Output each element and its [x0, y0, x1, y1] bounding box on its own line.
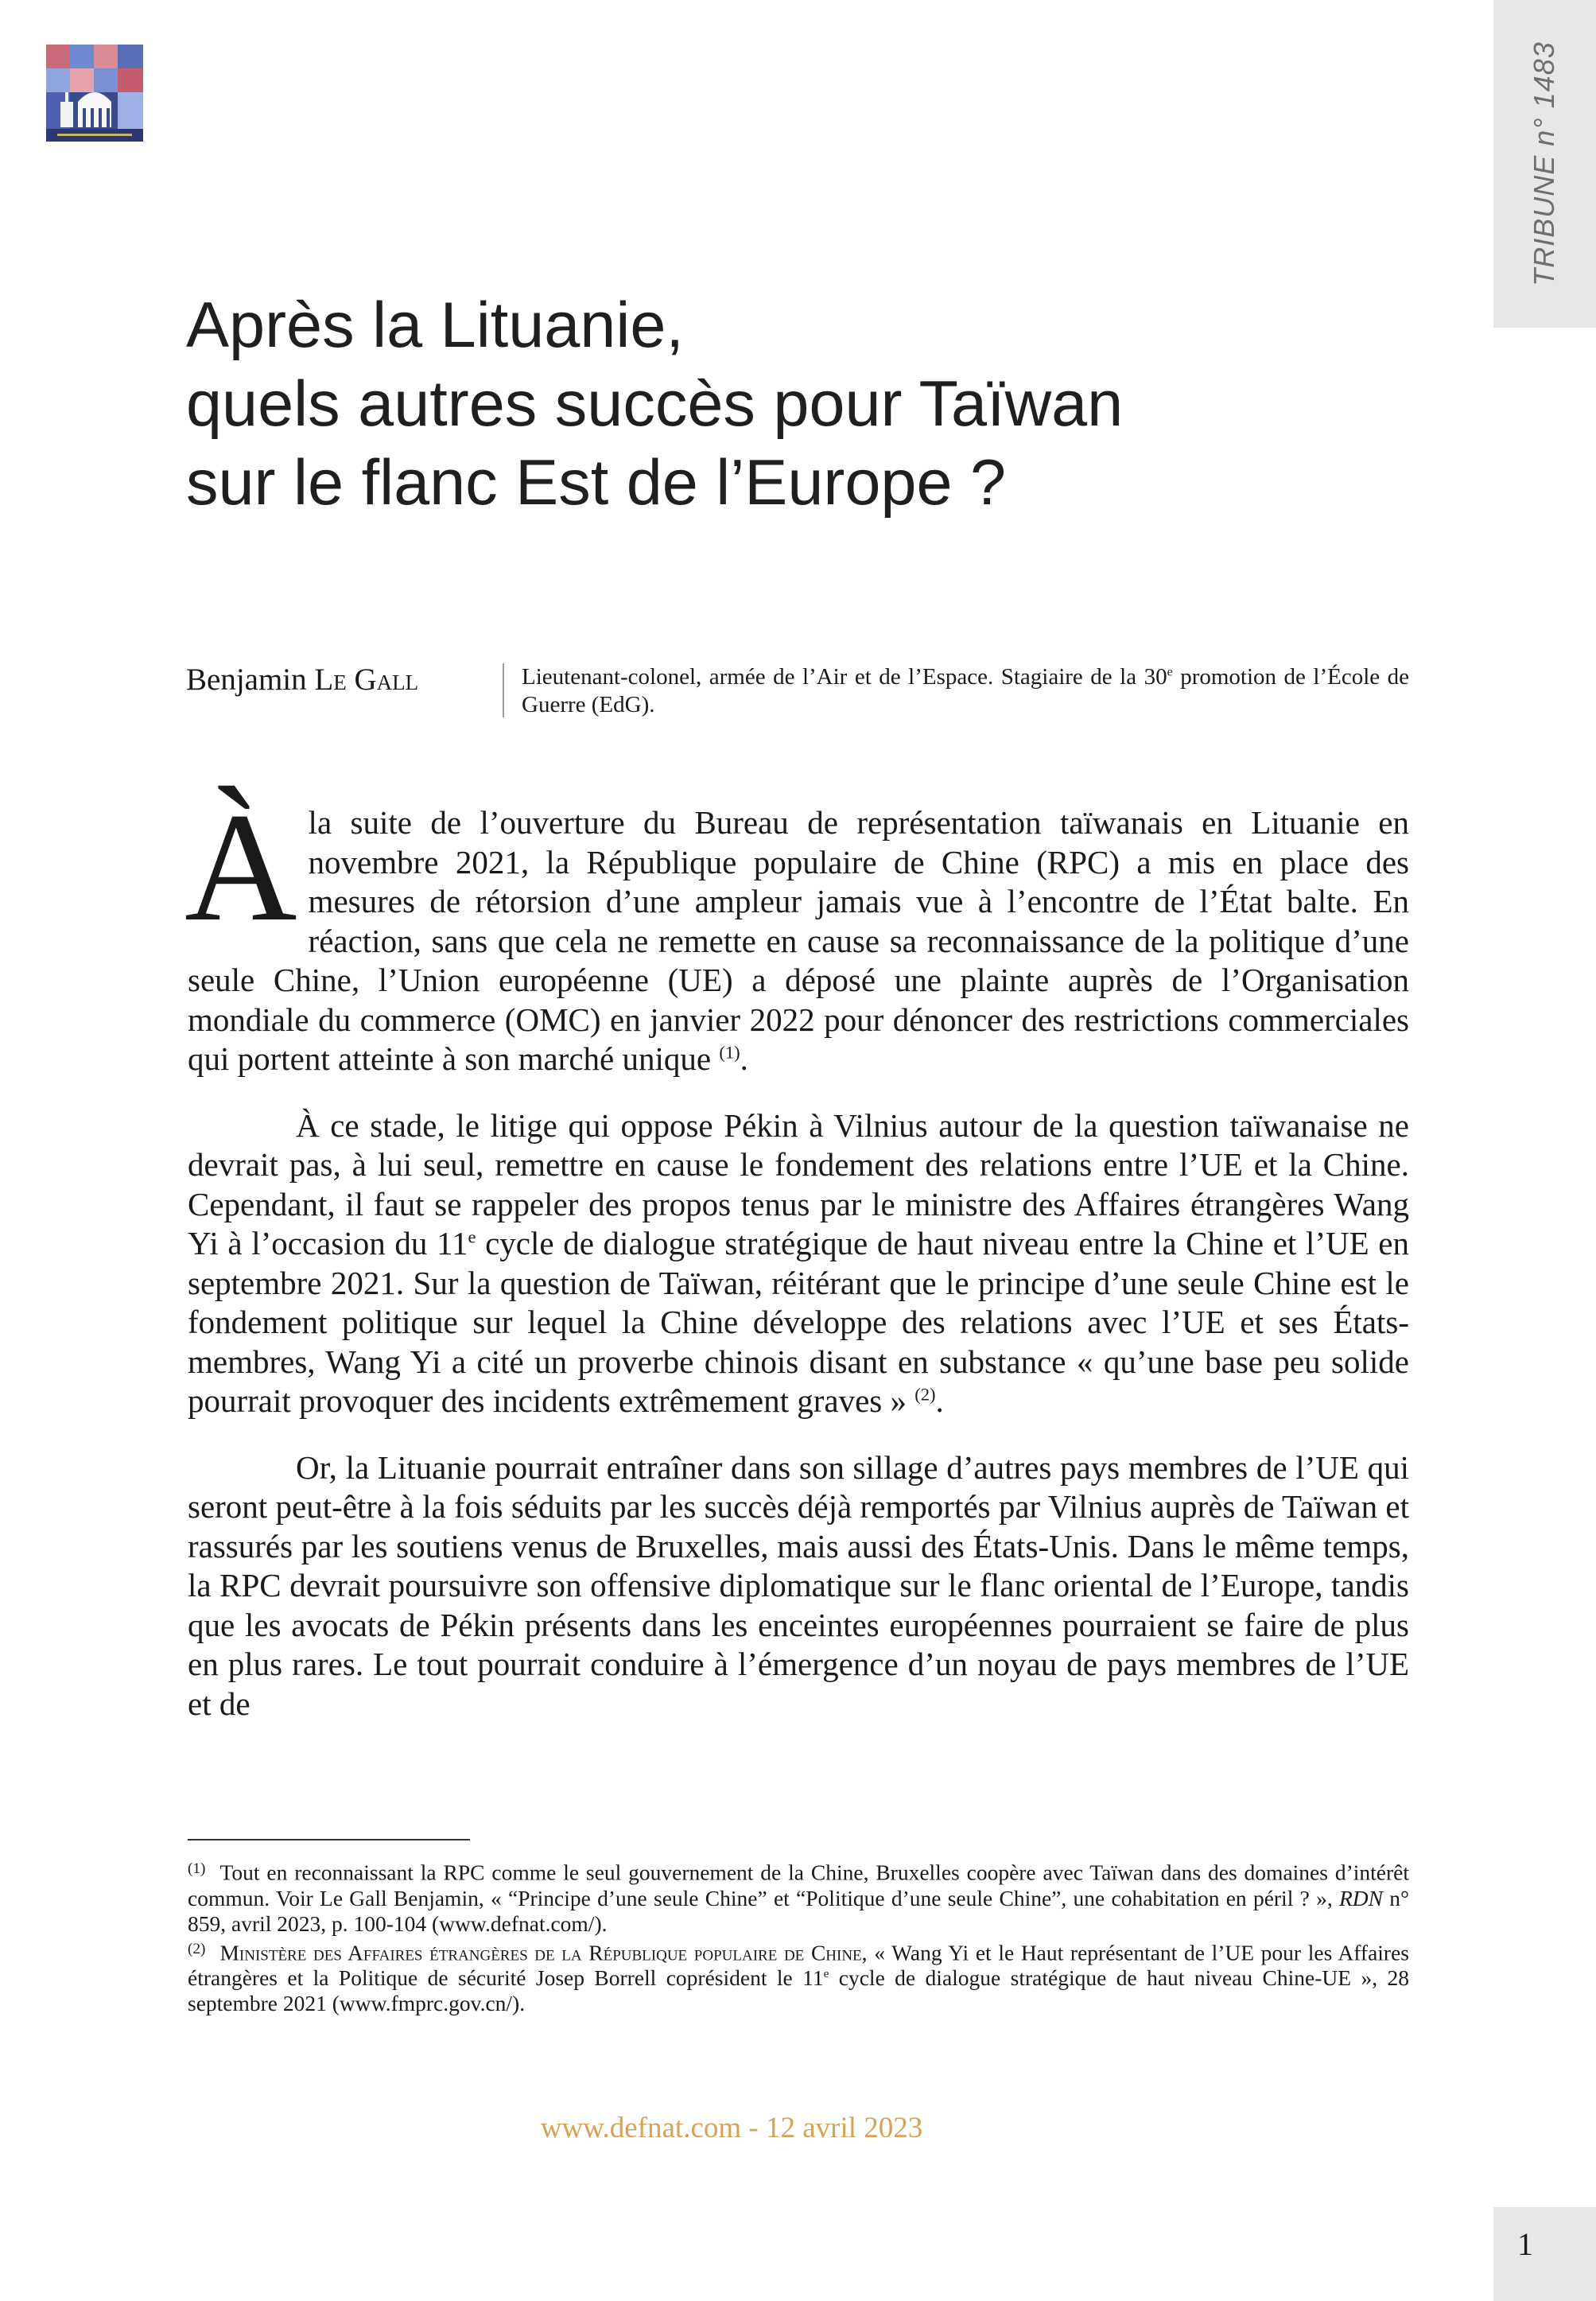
- ordinal-superscript: e: [468, 1226, 476, 1247]
- footnote-2: [188, 1937, 1409, 2017]
- paragraph-2-text-a: À ce stade, le litige qui oppose Pékin à Vilnius autour de la question taïwanaise ne devrait pas, à lui seul, remettre en cause le fondement des relations entre l’UE et la Chine. Cependant, il faut se rappeler des propos tenus par le ministre des Affaires étrangères Wang Yi à l’occasion du 11: [188, 1106, 1409, 1261]
- footnote-2-superscript: e: [823, 1968, 829, 1981]
- footnote-ref-1[interactable]: (1): [719, 1042, 740, 1063]
- footnote-2-number: (2): [188, 1940, 206, 1957]
- paragraph-3: Or, la Lituanie pourrait entraîner dans son sillage d’autres pays membres de l’UE qui seront peut-être à la fois séduits par les succès déjà remportés par Vilnius auprès de Taïwan et rassurés par les soutiens venus de Bruxelles, mais aussi des États-Unis. Dans le même temps, la RPC devrait poursuivre son offensive diplomatique sur le flanc oriental de l’Europe, tandis que les avocats de Pékin présents dans les enceintes européennes pourraient se faire de plus en plus rares. Le tout pourrait conduire à l’émergence d’un noyau de pays membres de l’UE et de: [188, 1448, 1409, 1722]
- footnotes: [188, 1856, 1409, 2016]
- article-title: [186, 286, 1379, 523]
- paragraph-1: [184, 781, 1409, 1079]
- author-divider: [503, 663, 504, 717]
- footer-url-date[interactable]: www.defnat.com - 12 avril 2023: [540, 2112, 923, 2144]
- drop-cap: À: [184, 781, 297, 954]
- affiliation-text-b: promotion de l’École de Guerre (EdG).: [522, 664, 1409, 717]
- title-line-1: Après la Lituanie,: [186, 290, 684, 361]
- author-affiliation: [522, 663, 1409, 719]
- author-first-name: Benjamin: [186, 663, 315, 697]
- footnote-ref-2[interactable]: (2): [914, 1384, 936, 1405]
- author-name: [186, 662, 418, 698]
- paragraph-2-text-b: cycle de dialogue stratégique de haut niveau entre la Chine et l’UE en septembre 2021. Sur la question de Taïwan, réitérant que le principe d’une seule Chine est le fondement politique sur lequel la Chine développe des relations avec l’UE et ses États-membres, Wang Yi a cité un proverbe chinois disant en substance « qu’une base peu solide pourrait provoquer des incidents extrêmement graves »: [188, 1225, 1409, 1419]
- title-line-2: quels autres succès pour Taïwan: [186, 368, 1124, 440]
- affiliation-superscript: e: [1167, 665, 1173, 679]
- footnote-1-text-a: Tout en reconnaissant la RPC comme le seul gouvernement de la Chine, Bruxelles coopère avec Taïwan dans des domaines d’intérêt commun. Voir Le Gall Benjamin, « “Principe d’une seule Chine” et “Politique d’une seule Chine”, une cohabitation en péril ? »,: [188, 1860, 1409, 1910]
- author-last-name: Le Gall: [314, 663, 419, 697]
- paragraph-1-end: .: [740, 1040, 748, 1077]
- footnote-2-source: Ministère des Affaires étrangères de la République populaire de Chine: [219, 1940, 862, 1965]
- footnote-1: [188, 1856, 1409, 1937]
- footnote-1-text-b: n° 859, avril 2023, p. 100-104 (www.defnat.com/).: [188, 1885, 1410, 1936]
- paragraph-1-text: la suite de l’ouverture du Bureau de représentation taïwanais en Lituanie en novembre 2021, la République populaire de Chine (RPC) a mis en place des mesures de rétorsion d’une ampleur jamais vue à l’encontre de l’État balte. En réaction, sans que cela ne remette en cause sa reconnaissance de la politique d’une seule Chine, l’Union européenne (UE) a déposé une plainte auprès de l’Organisation mondiale du commerce (OMC) en janvier 2022 pour dénoncer des restrictions commerciales qui portent atteinte à son marché unique: [188, 804, 1409, 1077]
- footnote-2-text-b: cycle de dialogue stratégique de haut niveau Chine-UE », 28 septembre 2021 (www.fmprc.gov.cn/).: [188, 1965, 1409, 2016]
- footnote-2-text-a: , « Wang Yi et le Haut représentant de l’UE pour les Affaires étrangères et la Politique de sécurité Josep Borrell coprésident le 11: [188, 1940, 1410, 1991]
- tribune-number-label: TRIBUNE n° 1483: [1528, 41, 1560, 286]
- building-emblem-icon: [46, 45, 143, 142]
- footnote-1-number: (1): [188, 1860, 206, 1877]
- footnote-separator: [188, 1839, 470, 1840]
- paragraph-2: [188, 1106, 1409, 1421]
- page-number: 1: [1517, 2226, 1533, 2262]
- paragraph-2-end: .: [935, 1382, 944, 1419]
- institution-logo: [46, 45, 143, 142]
- affiliation-text-a: Lieutenant-colonel, armée de l’Air et de l’Espace. Stagiaire de la 30: [522, 664, 1167, 690]
- footnote-1-journal: RDN: [1338, 1885, 1383, 1910]
- article-body: [184, 781, 1409, 1751]
- title-line-3: sur le flanc Est de l’Europe ?: [186, 447, 1007, 519]
